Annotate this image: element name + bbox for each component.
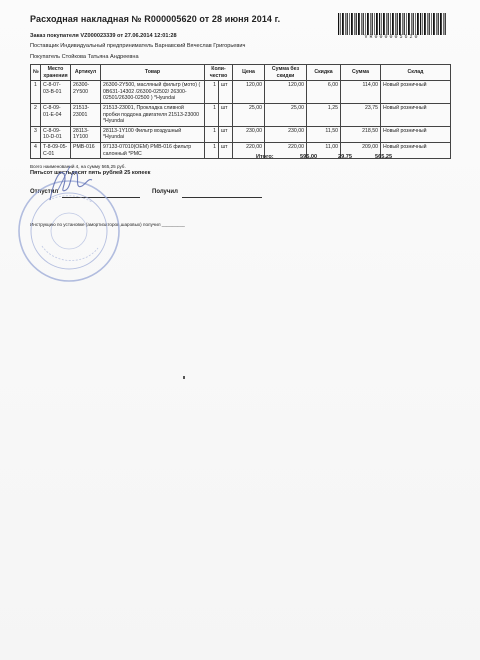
row-number: 3 <box>31 126 41 142</box>
quantity: 1 <box>205 126 219 142</box>
header-cell: № <box>31 65 41 81</box>
storage-place: T-8-09-05-C-01 <box>41 142 71 158</box>
sum: 209,00 <box>341 142 381 158</box>
storage-place: C-8-09-10-D-01 <box>41 126 71 142</box>
row-number: 4 <box>31 142 41 158</box>
warehouse: Новый розничный <box>381 103 451 126</box>
unit: шт <box>219 103 233 126</box>
header-cell: Сумма без скидки <box>265 65 307 81</box>
table-header-row <box>31 65 451 81</box>
article: PMB-016 <box>71 142 101 158</box>
total-sum: 565,25 <box>375 154 393 160</box>
price: 25,00 <box>233 103 265 126</box>
unit: шт <box>219 142 233 158</box>
price: 120,00 <box>233 81 265 104</box>
barcode <box>338 13 446 35</box>
product: 26300-2Y500, масляный фильтр (мото) ( 0B631-14302 /26300-02502/ 26300-02501/26300-02500 ) *Hyundai <box>101 81 205 104</box>
page-mark <box>183 376 185 379</box>
sum-without-discount: 25,00 <box>265 103 307 126</box>
article: 28113-1Y100 <box>71 126 101 142</box>
instruction-line: Инструкцию по установке (амортизаторов,шаровых) получил _________ <box>30 222 185 227</box>
header-cell: Артикул <box>71 65 101 81</box>
quantity: 1 <box>205 142 219 158</box>
price: 230,00 <box>233 126 265 142</box>
discount: 6,00 <box>307 81 341 104</box>
supplier-line: Поставщик Индивидуальный предприниматель Варнавский Вячеслав Григорьевич <box>30 43 246 49</box>
handwritten-signature <box>40 160 100 210</box>
amount-in-words: Пятьсот шестьдесят пять рублей 25 копеек <box>30 170 151 176</box>
product: 28113-1Y100 Фильтр воздушный *Hyundai <box>101 126 205 142</box>
table-row <box>31 126 451 142</box>
received-signature-line <box>182 197 262 198</box>
items-table <box>30 64 451 159</box>
sum: 23,75 <box>341 103 381 126</box>
header-cell: Место хранения <box>41 65 71 81</box>
barcode-text: VR000005620 <box>364 34 420 40</box>
quantity: 1 <box>205 103 219 126</box>
header-cell: Скидка <box>307 65 341 81</box>
unit: шт <box>219 126 233 142</box>
table-row <box>31 81 451 104</box>
released-label: Отпустил <box>30 189 59 195</box>
header-cell: Цена <box>233 65 265 81</box>
article: 21513-23001 <box>71 103 101 126</box>
discount: 11,50 <box>307 126 341 142</box>
sum: 114,00 <box>341 81 381 104</box>
warehouse: Новый розничный <box>381 126 451 142</box>
discount: 11,00 <box>307 142 341 158</box>
header-cell: Склад <box>381 65 451 81</box>
row-number: 2 <box>31 103 41 126</box>
sum-without-discount: 220,00 <box>265 142 307 158</box>
article: 26300-2Y500 <box>71 81 101 104</box>
quantity: 1 <box>205 81 219 104</box>
sum: 218,50 <box>341 126 381 142</box>
header-cell: Товар <box>101 65 205 81</box>
warehouse: Новый розничный <box>381 142 451 158</box>
header-cell: Сумма <box>341 65 381 81</box>
total-discount: 29,75 <box>338 154 352 160</box>
sum-without-discount: 120,00 <box>265 81 307 104</box>
total-sum-without-discount: 595,00 <box>300 154 318 160</box>
row-number: 1 <box>31 81 41 104</box>
discount: 1,25 <box>307 103 341 126</box>
received-label: Получил <box>152 189 178 195</box>
document-title: Расходная накладная № R000005620 от 28 июня 2014 г. <box>30 14 281 24</box>
order-line: Заказ покупателя VZ000023339 от 27.06.2014 12:01:28 <box>30 33 177 39</box>
items-count-line: Всего наименований 4, на сумму 565,25 руб. <box>30 164 126 169</box>
header-cell: Коли-чество <box>205 65 233 81</box>
storage-place: C-8-09-01-E-04 <box>41 103 71 126</box>
totals-label: Итого: <box>256 154 274 160</box>
unit: шт <box>219 81 233 104</box>
table-row <box>31 103 451 126</box>
buyer-line: Покупатель Стойкова Татьяна Андреевна <box>30 54 139 60</box>
product: 21513-23001, Прокладка сливной пробки поддона двигателя 21513-23000 *Hyundai <box>101 103 205 126</box>
sum-without-discount: 230,00 <box>265 126 307 142</box>
price: 220,00 <box>233 142 265 158</box>
product: 97133-07010(OEM) PMB-016 фильтр салонный *PMC <box>101 142 205 158</box>
storage-place: C-8-07-03-B-01 <box>41 81 71 104</box>
warehouse: Новый розничный <box>381 81 451 104</box>
